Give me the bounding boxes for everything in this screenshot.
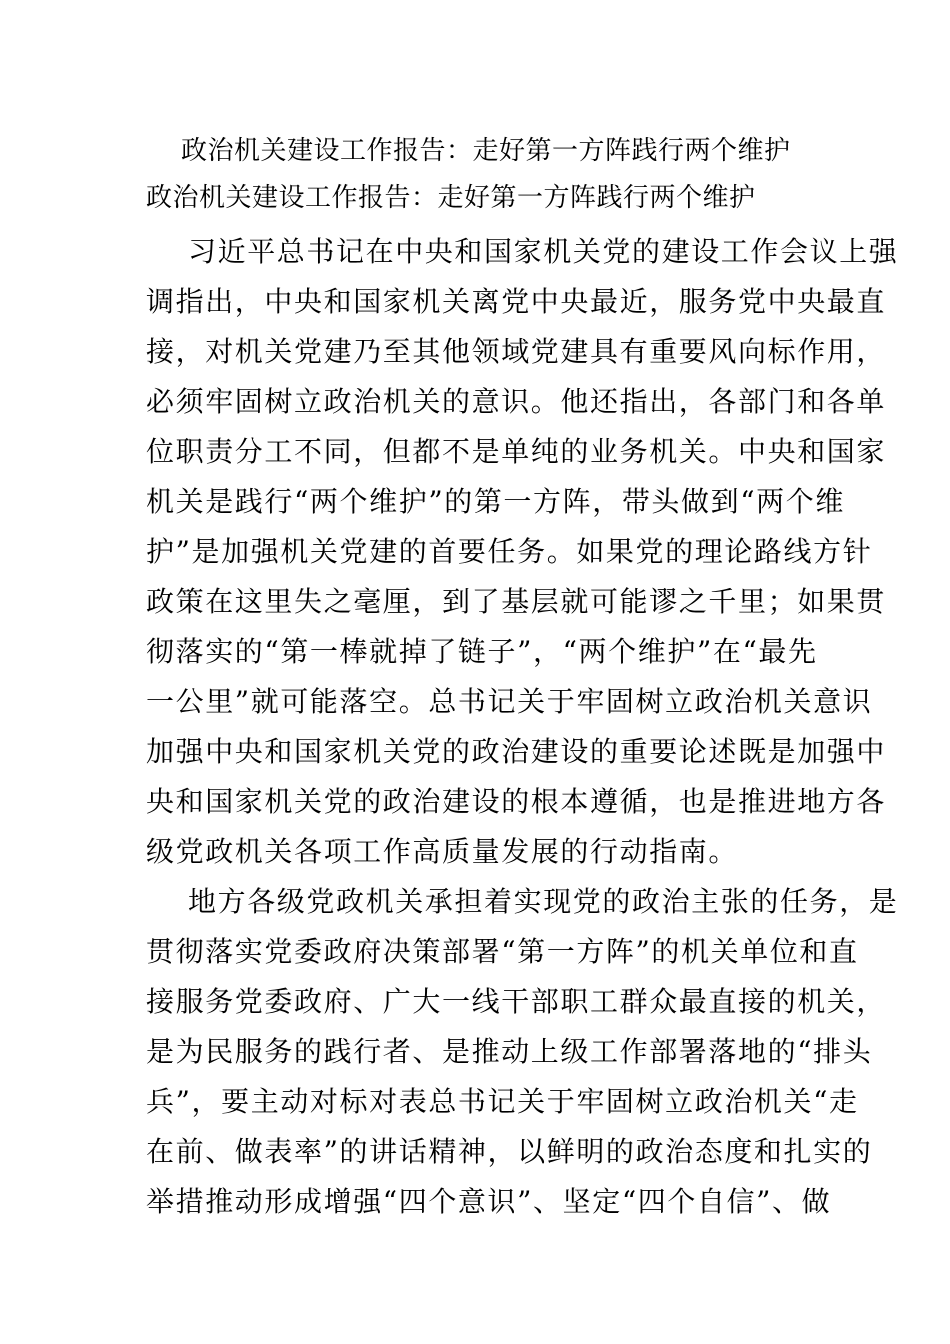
body-line: 兵”，要主动对标对表总书记关于牢固树立政治机关“走 xyxy=(146,1085,859,1118)
body-line: 接，对机关党建乃至其他领域党建具有重要风向标作用， xyxy=(146,335,887,368)
document-title-line-2: 政治机关建设工作报告：走好第一方阵践行两个维护 xyxy=(146,183,756,213)
body-line: 加强中央和国家机关党的政治建设的重要论述既是加强中 xyxy=(146,735,887,768)
body-line: 地方各级党政机关承担着实现党的政治主张的任务，是 xyxy=(188,885,899,918)
body-line: 彻落实的“第一棒就掉了链子”，“两个维护”在“最先 xyxy=(146,635,818,668)
body-line: 是为民服务的践行者、是推动上级工作部署落地的“排头 xyxy=(146,1035,873,1068)
body-line: 级党政机关各项工作高质量发展的行动指南。 xyxy=(146,835,739,868)
body-line: 位职责分工不同，但都不是单纯的业务机关。中央和国家 xyxy=(146,435,887,468)
body-line: 一公里”就可能落空。总书记关于牢固树立政治机关意识 xyxy=(146,685,873,718)
document-title-line-1: 政治机关建设工作报告：走好第一方阵践行两个维护 xyxy=(181,136,791,166)
body-line: 在前、做表率”的讲话精神，以鲜明的政治态度和扎实的 xyxy=(146,1135,873,1168)
body-line: 护”是加强机关党建的首要任务。如果党的理论路线方针 xyxy=(146,535,873,568)
body-line: 政策在这里失之毫厘，到了基层就可能谬之千里；如果贯 xyxy=(146,585,887,618)
body-line: 接服务党委政府、广大一线干部职工群众最直接的机关， xyxy=(146,985,887,1018)
body-line: 举措推动形成增强“四个意识”、坚定“四个自信”、做 xyxy=(146,1185,832,1218)
body-line: 调指出，中央和国家机关离党中央最近，服务党中央最直 xyxy=(146,285,887,318)
body-line: 习近平总书记在中央和国家机关党的建设工作会议上强 xyxy=(188,235,899,268)
body-line: 必须牢固树立政治机关的意识。他还指出，各部门和各单 xyxy=(146,385,887,418)
body-line: 机关是践行“两个维护”的第一方阵，带头做到“两个维 xyxy=(146,485,845,518)
body-line: 贯彻落实党委政府决策部署“第一方阵”的机关单位和直 xyxy=(146,935,859,968)
body-line: 央和国家机关党的政治建设的根本遵循，也是推进地方各 xyxy=(146,785,887,818)
